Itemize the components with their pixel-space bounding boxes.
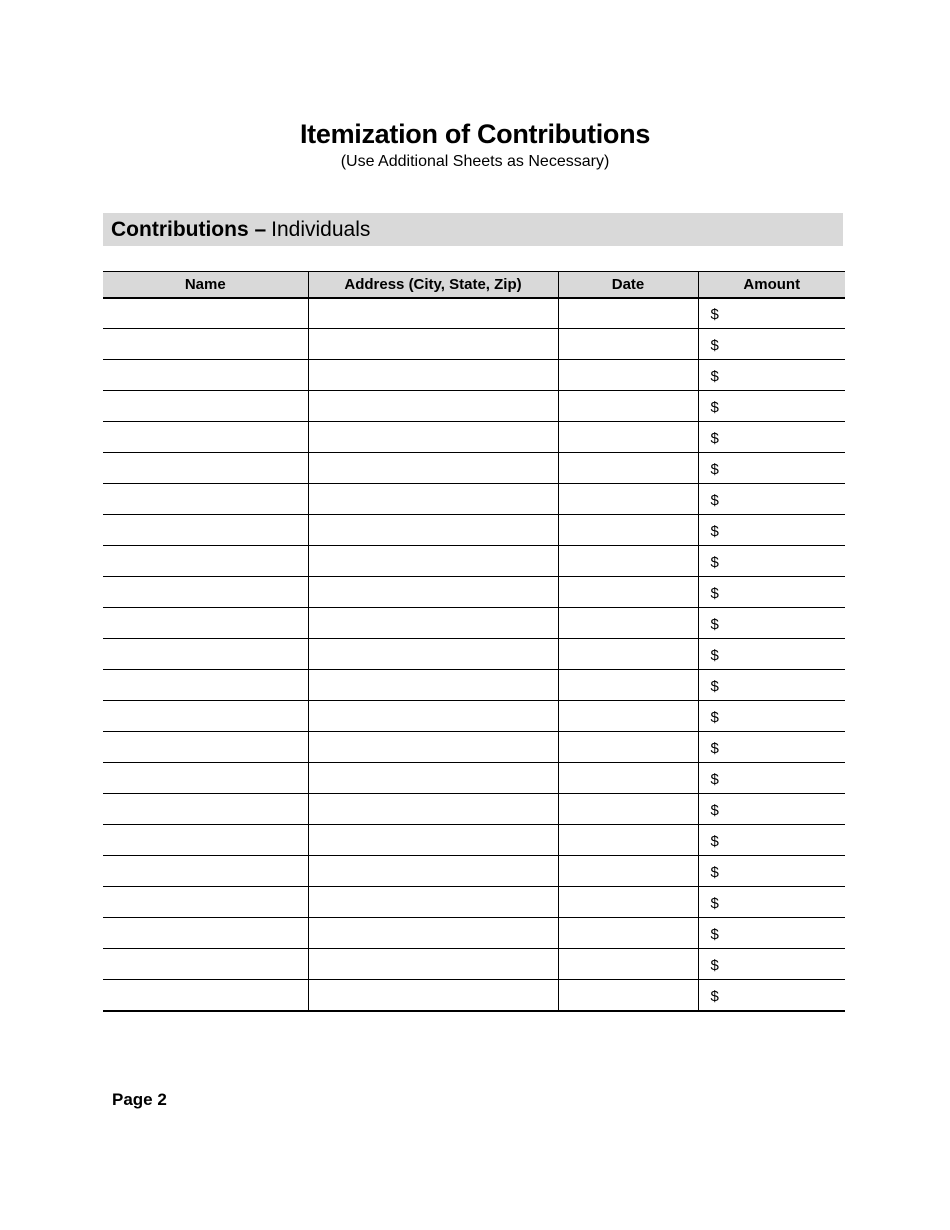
date-cell xyxy=(558,763,698,794)
address-cell xyxy=(308,422,558,453)
amount-cell: $ xyxy=(698,484,845,515)
amount-cell: $ xyxy=(698,391,845,422)
amount-cell: $ xyxy=(698,732,845,763)
address-cell xyxy=(308,298,558,329)
table-row xyxy=(103,887,845,918)
name-cell xyxy=(103,887,308,918)
table-row xyxy=(103,949,845,980)
address-cell xyxy=(308,763,558,794)
table-row xyxy=(103,391,845,422)
name-cell xyxy=(103,639,308,670)
table-row xyxy=(103,856,845,887)
amount-cell: $ xyxy=(698,856,845,887)
table-row xyxy=(103,701,845,732)
amount-cell: $ xyxy=(698,825,845,856)
address-cell xyxy=(308,825,558,856)
table-row xyxy=(103,918,845,949)
address-cell xyxy=(308,701,558,732)
section-header-regular-text: Individuals xyxy=(271,217,371,241)
amount-cell: $ xyxy=(698,887,845,918)
date-cell xyxy=(558,298,698,329)
name-cell xyxy=(103,391,308,422)
name-cell xyxy=(103,453,308,484)
section-header-bold-text: Contributions – xyxy=(111,217,267,241)
name-cell xyxy=(103,329,308,360)
name-cell xyxy=(103,608,308,639)
column-header-date: Date xyxy=(558,272,698,298)
date-cell xyxy=(558,360,698,391)
name-cell xyxy=(103,949,308,980)
contributions-table-header xyxy=(103,272,845,298)
address-cell xyxy=(308,639,558,670)
address-cell xyxy=(308,732,558,763)
header-row xyxy=(103,272,845,298)
table-row xyxy=(103,825,845,856)
table-row xyxy=(103,329,845,360)
table-row xyxy=(103,608,845,639)
date-cell xyxy=(558,515,698,546)
name-cell xyxy=(103,298,308,329)
name-cell xyxy=(103,577,308,608)
address-cell xyxy=(308,670,558,701)
date-cell xyxy=(558,794,698,825)
date-cell xyxy=(558,608,698,639)
amount-cell: $ xyxy=(698,422,845,453)
table-row xyxy=(103,453,845,484)
table-row xyxy=(103,670,845,701)
table-row xyxy=(103,980,845,1011)
address-cell xyxy=(308,391,558,422)
address-cell xyxy=(308,608,558,639)
amount-cell: $ xyxy=(698,608,845,639)
name-cell xyxy=(103,732,308,763)
table-row xyxy=(103,298,845,329)
page-number-label: Page 2 xyxy=(112,1090,167,1109)
amount-cell: $ xyxy=(698,298,845,329)
date-cell xyxy=(558,918,698,949)
address-cell xyxy=(308,980,558,1011)
amount-cell: $ xyxy=(698,515,845,546)
amount-cell: $ xyxy=(698,949,845,980)
date-cell xyxy=(558,949,698,980)
amount-cell: $ xyxy=(698,360,845,391)
date-cell xyxy=(558,453,698,484)
amount-cell: $ xyxy=(698,453,845,484)
date-cell xyxy=(558,825,698,856)
address-cell xyxy=(308,856,558,887)
amount-cell: $ xyxy=(698,918,845,949)
name-cell xyxy=(103,515,308,546)
column-header-amount: Amount xyxy=(698,272,845,298)
table-row xyxy=(103,360,845,391)
name-cell xyxy=(103,794,308,825)
table-row xyxy=(103,577,845,608)
amount-cell: $ xyxy=(698,329,845,360)
contributions-table xyxy=(103,271,845,1012)
table-row xyxy=(103,484,845,515)
address-cell xyxy=(308,546,558,577)
date-cell xyxy=(558,670,698,701)
name-cell xyxy=(103,422,308,453)
name-cell xyxy=(103,701,308,732)
name-cell xyxy=(103,546,308,577)
contributions-table-body xyxy=(103,298,845,1011)
date-cell xyxy=(558,391,698,422)
address-cell xyxy=(308,949,558,980)
name-cell xyxy=(103,918,308,949)
name-cell xyxy=(103,763,308,794)
amount-cell: $ xyxy=(698,639,845,670)
address-cell xyxy=(308,794,558,825)
address-cell xyxy=(308,484,558,515)
table-row xyxy=(103,422,845,453)
table-row xyxy=(103,515,845,546)
date-cell xyxy=(558,639,698,670)
amount-cell: $ xyxy=(698,980,845,1011)
name-cell xyxy=(103,484,308,515)
column-header-address: Address (City, State, Zip) xyxy=(308,272,558,298)
address-cell xyxy=(308,577,558,608)
name-cell xyxy=(103,980,308,1011)
name-cell xyxy=(103,670,308,701)
amount-cell: $ xyxy=(698,670,845,701)
date-cell xyxy=(558,577,698,608)
date-cell xyxy=(558,484,698,515)
date-cell xyxy=(558,422,698,453)
date-cell xyxy=(558,546,698,577)
table-row xyxy=(103,794,845,825)
date-cell xyxy=(558,856,698,887)
date-cell xyxy=(558,732,698,763)
address-cell xyxy=(308,918,558,949)
date-cell xyxy=(558,329,698,360)
address-cell xyxy=(308,887,558,918)
amount-cell: $ xyxy=(698,763,845,794)
column-header-name: Name xyxy=(103,272,308,298)
name-cell xyxy=(103,360,308,391)
date-cell xyxy=(558,980,698,1011)
table-row xyxy=(103,732,845,763)
amount-cell: $ xyxy=(698,546,845,577)
amount-cell: $ xyxy=(698,794,845,825)
date-cell xyxy=(558,887,698,918)
address-cell xyxy=(308,329,558,360)
address-cell xyxy=(308,515,558,546)
table-row xyxy=(103,639,845,670)
address-cell xyxy=(308,453,558,484)
address-cell xyxy=(308,360,558,391)
page-title: Itemization of Contributions xyxy=(299,119,651,149)
name-cell xyxy=(103,856,308,887)
table-row xyxy=(103,763,845,794)
date-cell xyxy=(558,701,698,732)
section-header-contributions-individuals xyxy=(103,213,843,246)
amount-cell: $ xyxy=(698,577,845,608)
amount-cell: $ xyxy=(698,701,845,732)
table-row xyxy=(103,546,845,577)
page-subtitle: (Use Additional Sheets as Necessary) xyxy=(340,153,610,170)
name-cell xyxy=(103,825,308,856)
